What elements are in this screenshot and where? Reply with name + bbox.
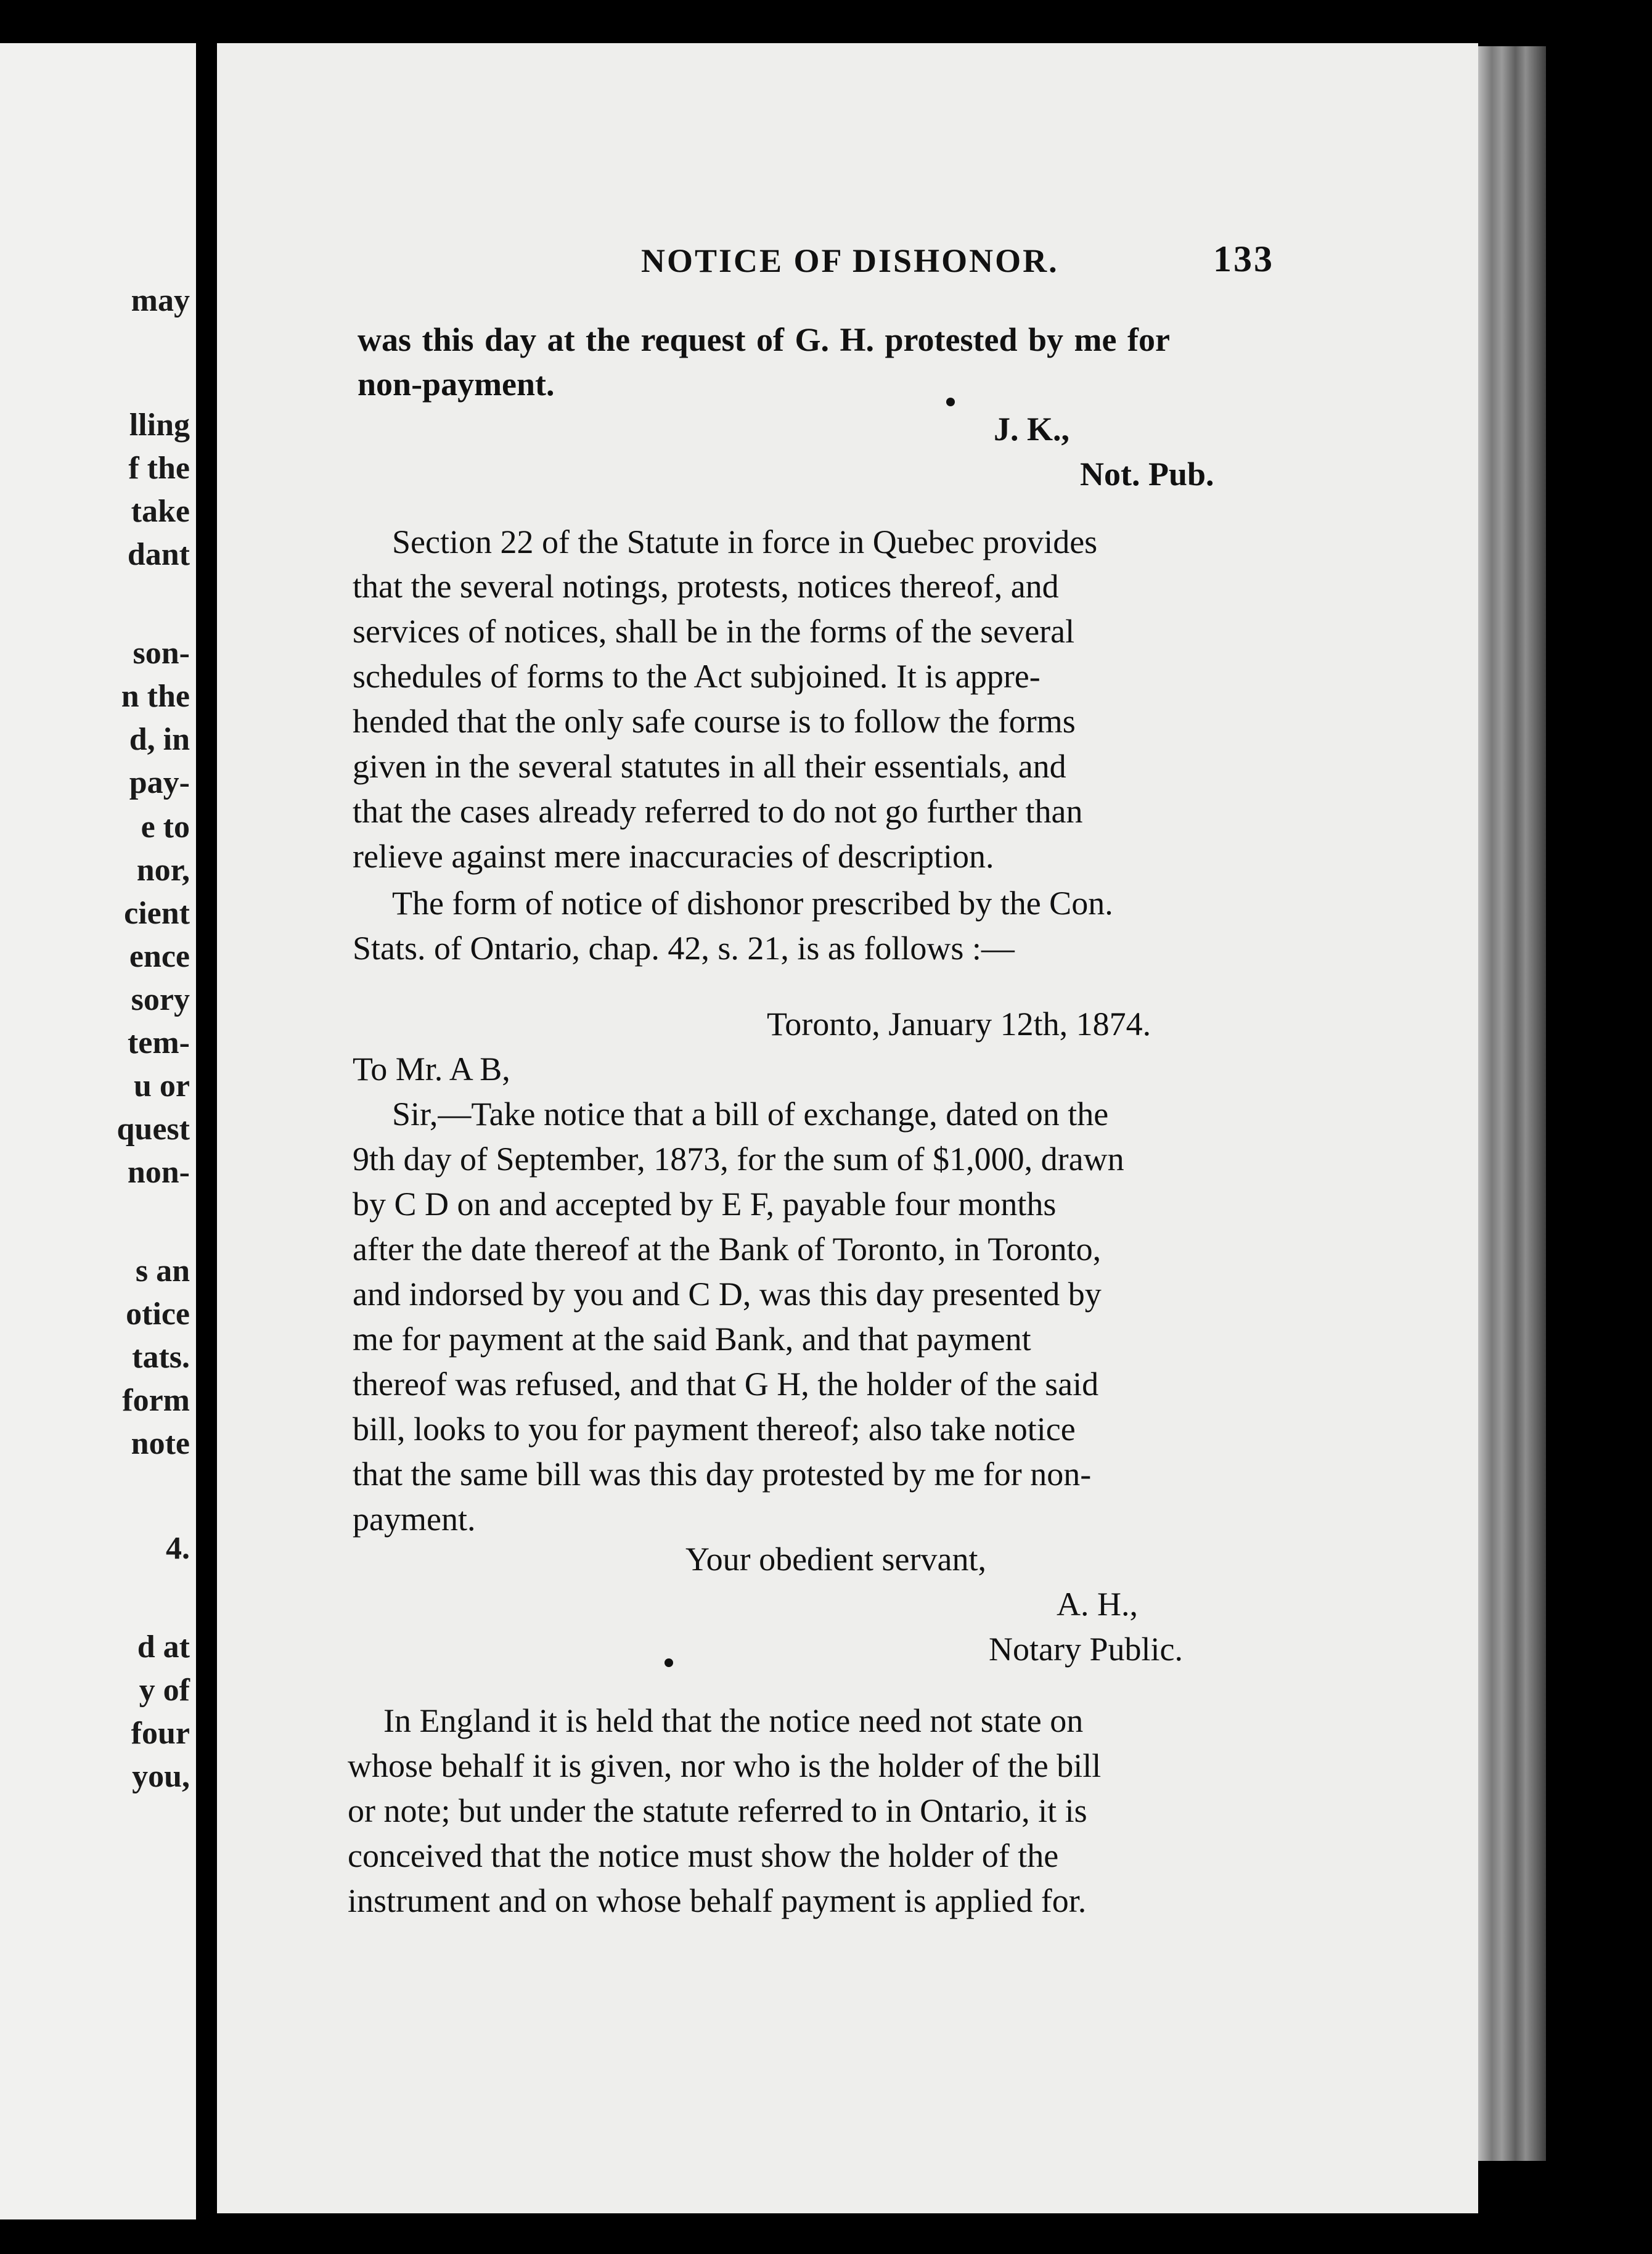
facing-page-word: 4. — [166, 1531, 190, 1566]
text-line: and indorsed by you and C D, was this day presented by — [353, 1276, 1102, 1313]
facing-page-word: may — [131, 283, 190, 318]
page-edge-stack — [1478, 46, 1546, 2161]
facing-page-fragment — [0, 43, 196, 2219]
text-line: by C D on and accepted by E F, payable four months — [353, 1186, 1057, 1223]
facing-page-word: tats. — [132, 1340, 190, 1375]
text-line: In England it is held that the notice need not state on — [383, 1702, 1084, 1739]
signature-name: J. K., — [994, 411, 1070, 448]
facing-page-word: quest — [117, 1112, 190, 1147]
facing-page-word: tem- — [127, 1025, 190, 1060]
text-line: that the cases already referred to do not go further than — [353, 793, 1083, 830]
facing-page-word: y of — [139, 1673, 190, 1708]
facing-page-word: son- — [133, 636, 190, 671]
facing-page-word: d at — [137, 1629, 190, 1665]
text-line: whose behalf it is given, nor who is the holder of the bill — [348, 1747, 1102, 1784]
text-line: was this day at the request of G. H. protested by me for — [358, 321, 1170, 358]
text-line: payment. — [353, 1501, 476, 1538]
text-line: conceived that the notice must show the holder of the — [348, 1837, 1059, 1874]
facing-page-word: n the — [121, 679, 190, 714]
running-title: NOTICE OF DISHONOR. — [641, 242, 1059, 279]
ink-speck — [946, 398, 955, 406]
signature-name: A. H., — [1057, 1586, 1138, 1623]
facing-page-word: e to — [141, 809, 190, 845]
text-line: hended that the only safe course is to follow the forms — [353, 703, 1076, 740]
text-line: Stats. of Ontario, chap. 42, s. 21, is as follows :— — [353, 930, 1015, 967]
facing-page-word: pay- — [129, 765, 190, 800]
text-line: 9th day of September, 1873, for the sum of $1,000, drawn — [353, 1141, 1124, 1178]
text-line: relieve against mere inaccuracies of description. — [353, 838, 994, 875]
text-line: schedules of forms to the Act subjoined. It is appre- — [353, 658, 1041, 695]
closing: Your obedient servant, — [685, 1541, 986, 1578]
ink-speck — [664, 1658, 673, 1667]
signature-title: Notary Public. — [989, 1631, 1183, 1668]
facing-page-word: cient — [124, 896, 190, 931]
text-line: bill, looks to you for payment thereof; also take notice — [353, 1411, 1076, 1448]
facing-page-word: non- — [127, 1155, 190, 1190]
salutation: To Mr. A B, — [353, 1051, 510, 1088]
text-line: thereof was refused, and that G H, the holder of the said — [353, 1366, 1099, 1403]
text-line: that the several notings, protests, notices thereof, and — [353, 568, 1059, 605]
facing-page-word: u or — [134, 1068, 190, 1104]
facing-page-word: f the — [128, 451, 190, 486]
facing-page-word: dant — [127, 537, 190, 572]
text-line: Section 22 of the Statute in force in Quebec provides — [392, 523, 1098, 560]
text-line: non-payment. — [358, 366, 555, 403]
text-line: Sir,—Take notice that a bill of exchange, dated on the — [392, 1096, 1109, 1133]
facing-page-word: ence — [129, 939, 190, 974]
facing-page-word: lling — [129, 408, 190, 443]
text-line: instrument and on whose behalf payment is applied for. — [348, 1882, 1087, 1919]
facing-page-word: sory — [131, 982, 190, 1017]
text-line: me for payment at the said Bank, and that payment — [353, 1321, 1031, 1358]
text-line: or note; but under the statute referred to in Ontario, it is — [348, 1792, 1087, 1829]
facing-page-word: note — [131, 1426, 190, 1461]
dateline: Toronto, January 12th, 1874. — [767, 1006, 1151, 1043]
text-line: The form of notice of dishonor prescribed by the Con. — [392, 885, 1113, 922]
text-line: given in the several statutes in all their essentials, and — [353, 748, 1066, 785]
page-number: 133 — [1213, 239, 1274, 279]
facing-page-word: d, in — [129, 722, 190, 757]
facing-page-word: nor, — [136, 853, 190, 888]
signature-title: Not. Pub. — [1080, 456, 1214, 493]
text-line: services of notices, shall be in the forms of the several — [353, 613, 1075, 650]
facing-page-word: otice — [126, 1297, 190, 1332]
facing-page-word: s an — [135, 1253, 190, 1289]
text-line: after the date thereof at the Bank of Toronto, in Toronto, — [353, 1231, 1102, 1268]
facing-page-word: four — [131, 1716, 190, 1751]
facing-page-word: you, — [132, 1759, 190, 1794]
facing-page-word: form — [122, 1383, 190, 1418]
text-line: that the same bill was this day protested by me for non- — [353, 1456, 1092, 1493]
facing-page-word: take — [131, 494, 190, 529]
